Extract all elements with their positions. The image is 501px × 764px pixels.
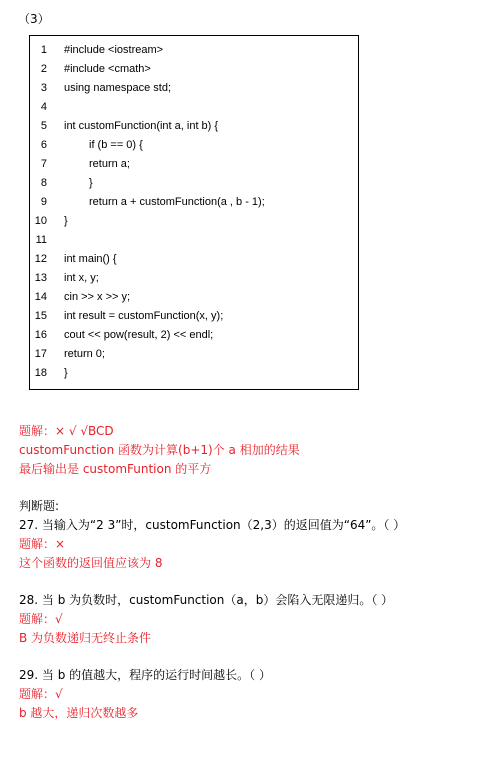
line-number: 9 (40, 196, 47, 208)
code-text: int x, y; (64, 272, 99, 284)
code-text: int main() { (64, 253, 117, 265)
line-number: 8 (40, 177, 47, 189)
line-number: 17 (34, 348, 47, 360)
question-explain: 这个函数的返回值应该为 8 (19, 556, 163, 570)
line-number: 6 (40, 139, 47, 151)
line-number: 12 (34, 253, 47, 265)
question-text: 27. 当输入为“2 3”时，customFunction（2,3）的返回值为“64”。（ ） (19, 518, 406, 532)
code-text: cout << pow(result, 2) << endl; (64, 329, 214, 341)
line-number: 10 (34, 215, 47, 227)
line-number: 1 (40, 44, 47, 56)
question-text: 29. 当 b 的值越大，程序的运行时间越长。（ ） (19, 668, 271, 682)
analysis-explain: customFunction 函数为计算(b+1)个 a 相加的结果 (19, 443, 300, 457)
question-answer: 题解：√ (19, 687, 63, 701)
judgement-title: 判断题: (19, 499, 60, 513)
analysis-answer: 题解：× √ √BCD (19, 424, 114, 438)
question-answer: 题解：√ (19, 612, 63, 626)
line-number: 13 (34, 272, 47, 284)
code-text: cin >> x >> y; (64, 291, 131, 303)
line-number: 11 (35, 234, 47, 246)
code-text: } (89, 177, 93, 189)
code-text: } (64, 367, 68, 379)
line-number: 5 (40, 120, 47, 132)
question-text: 28. 当 b 为负数时，customFunction（a，b）会陷入无限递归。（ ） (19, 593, 394, 607)
code-text: return a + customFunction(a , b - 1); (89, 196, 265, 208)
line-number: 16 (34, 329, 47, 341)
code-text: if (b == 0) { (89, 139, 143, 151)
line-number: 14 (34, 291, 47, 303)
line-number: 15 (34, 310, 47, 322)
analysis-explain: 最后输出是 customFuntion 的平方 (19, 462, 212, 476)
line-number: 4 (40, 101, 47, 113)
code-block (29, 35, 359, 390)
line-number: 7 (40, 158, 47, 170)
question-answer: 题解：× (19, 537, 66, 551)
section-label: （3） (18, 12, 50, 26)
question-explain: B 为负数递归无终止条件 (19, 631, 152, 645)
line-number: 18 (34, 367, 47, 379)
code-text: #include <cmath> (64, 63, 151, 75)
code-text: } (64, 215, 68, 227)
code-text: return a; (89, 158, 130, 170)
question-explain: b 越大，递归次数越多 (19, 706, 139, 720)
code-text: #include <iostream> (64, 44, 164, 56)
code-text: using namespace std; (64, 82, 172, 94)
line-number: 3 (40, 82, 47, 94)
code-text: int result = customFunction(x, y); (64, 310, 224, 322)
code-text: return 0; (64, 348, 105, 360)
line-number: 2 (40, 63, 47, 75)
code-text: int customFunction(int a, int b) { (64, 120, 219, 132)
